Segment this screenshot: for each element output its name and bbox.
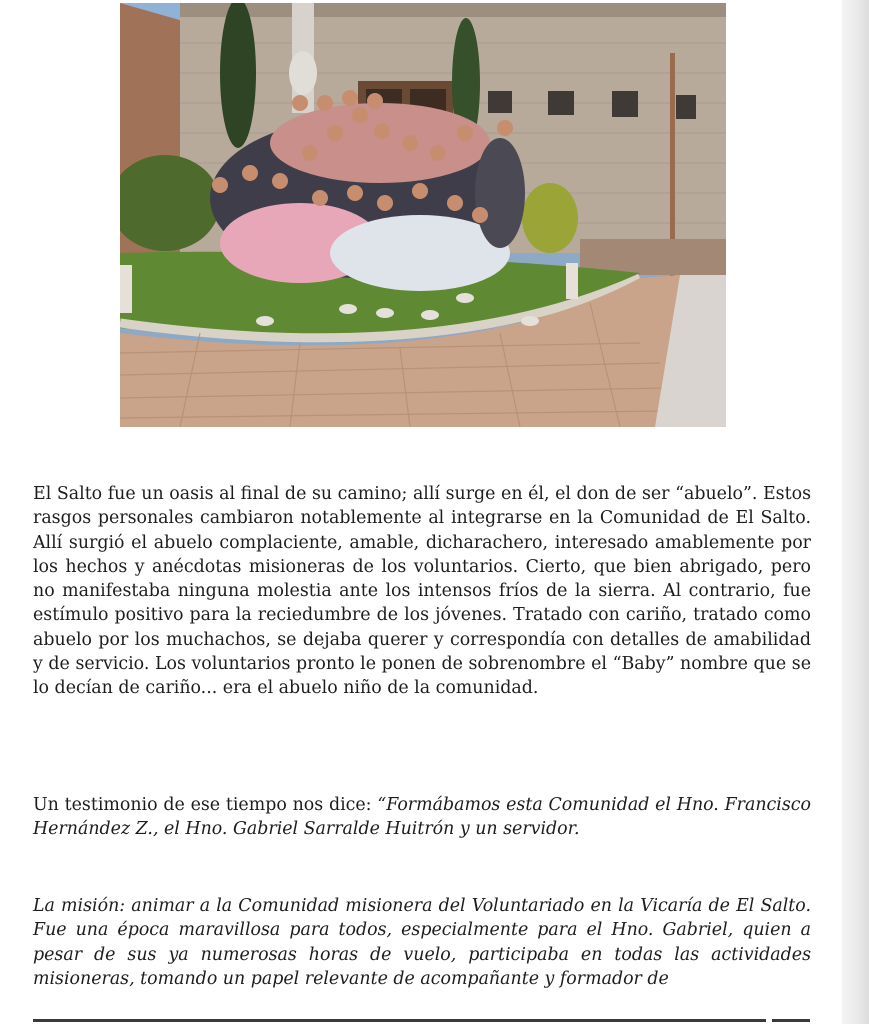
page-edge [842, 0, 869, 1024]
paragraph-2 [33, 793, 811, 842]
paragraph-3: La misión: animar a la Comunidad misionera del Voluntariado en la Vicaría de El Salto. Fue una época maravillosa para todos, especialmente para el Hno. Gabriel, quien a pesar de sus ya numerosas horas de vuelo, participaba en todas las actividades misioneras, tomando un papel relevante de acompañante y formador de [33, 896, 811, 989]
footer-rule-right [772, 1019, 810, 1022]
paragraph-1: El Salto fue un oasis al final de su camino; allí surge en él, el don de ser “abuelo”. Estos rasgos personales cambiaron notablemente al integrarse en la Comunidad de El Salto. Allí surgió el abuelo complaciente, amable, dicharachero, interesado amablemente por los hechos y anécdotas misioneras de los voluntarios. Cierto, que bien abrigado, pero no manifestaba ninguna molestia ante los intensos fríos de la sierra. Al contrario, fue estímulo positivo para la reciedumbre de los jóvenes. Tratado con cariño, tratado como abuelo por los muchachos, se dejaba querer y correspondía con detalles de amabilidad y de servicio. Los voluntarios pronto le ponen de sobrenombre el “Baby” nombre que se lo decían de cariño... era el abuelo niño de la comunidad. [33, 484, 811, 699]
group-photo [120, 3, 726, 427]
footer-rule [33, 1019, 766, 1022]
photo-illustration [120, 3, 726, 427]
testimony-quote: “Formábamos esta Comunidad el Hno. Francisco Hernández Z., el Hno. Gabriel Sarralde Huitrón y un servidor. [33, 795, 811, 840]
testimony-lead: Un testimonio de ese tiempo nos dice: [33, 795, 378, 815]
